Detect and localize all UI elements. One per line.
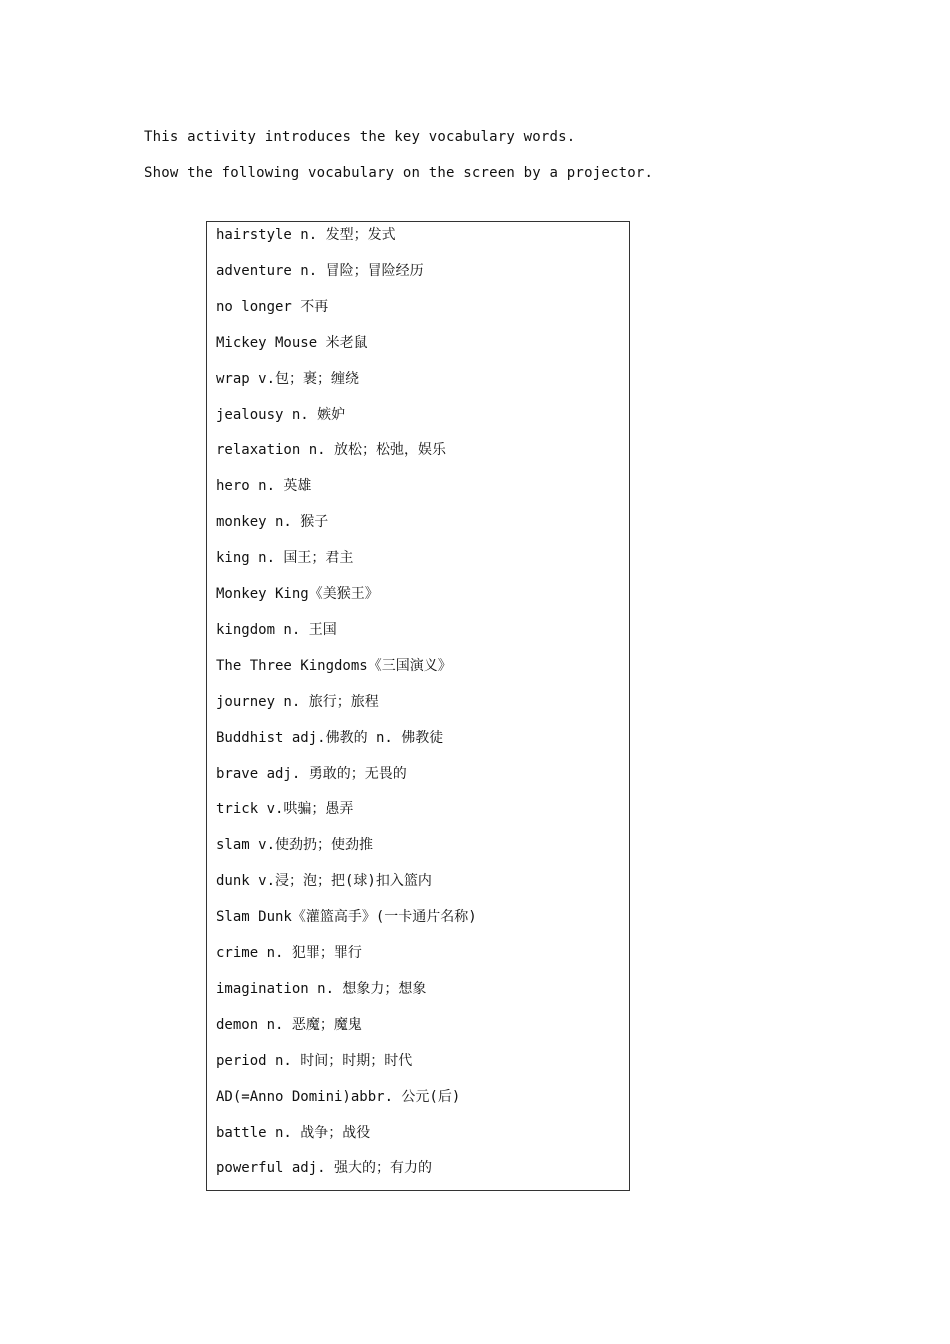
vocabulary-item: hairstyle n. 发型；发式	[216, 227, 396, 243]
vocabulary-item: trick v.哄骗；愚弄	[216, 801, 354, 818]
vocabulary-item: king n. 国王；君主	[216, 550, 354, 567]
vocabulary-item: Slam Dunk《灌篮高手》(一卡通片名称)	[216, 909, 477, 926]
vocabulary-item: no longer 不再	[216, 298, 329, 315]
vocabulary-item: demon n. 恶魔；魔鬼	[216, 1016, 362, 1033]
vocabulary-item: wrap v.包；裹；缠绕	[216, 370, 360, 387]
vocabulary-box	[206, 221, 630, 1191]
vocabulary-item: Mickey Mouse 米老鼠	[216, 334, 368, 351]
vocabulary-item: jealousy n. 嫉妒	[216, 406, 346, 423]
vocabulary-item: journey n. 旅行；旅程	[216, 693, 379, 710]
vocabulary-item: Buddhist adj.佛教的 n. 佛教徒	[216, 729, 444, 746]
intro-text-line-2: Show the following vocabulary on the screen by a projector.	[144, 165, 654, 181]
vocabulary-item: slam v.使劲扔；使劲推	[216, 837, 374, 854]
vocabulary-item: kingdom n. 王国	[216, 621, 337, 638]
vocabulary-item: AD(=Anno Domini)abbr. 公元(后)	[216, 1088, 461, 1105]
vocabulary-item: imagination n. 想象力；想象	[216, 980, 427, 997]
vocabulary-item: The Three Kingdoms《三国演义》	[216, 657, 452, 674]
vocabulary-item: battle n. 战争；战役	[216, 1124, 371, 1141]
vocabulary-item: crime n. 犯罪；罪行	[216, 945, 362, 961]
vocabulary-item: relaxation n. 放松；松弛，娱乐	[216, 442, 447, 459]
vocabulary-item: adventure n. 冒险；冒险经历	[216, 262, 424, 279]
vocabulary-item: monkey n. 猴子	[216, 514, 329, 531]
vocabulary-item: period n. 时间；时期；时代	[216, 1052, 413, 1069]
vocabulary-item: powerful adj. 强大的；有力的	[216, 1160, 433, 1177]
vocabulary-item: brave adj. 勇敢的；无畏的	[216, 765, 407, 782]
intro-text-line-1: This activity introduces the key vocabulary words.	[144, 129, 576, 145]
vocabulary-item: dunk v.浸；泡；把(球)扣入篮内	[216, 873, 432, 890]
vocabulary-item: Monkey King《美猴王》	[216, 586, 379, 602]
vocabulary-item: hero n. 英雄	[216, 478, 312, 495]
